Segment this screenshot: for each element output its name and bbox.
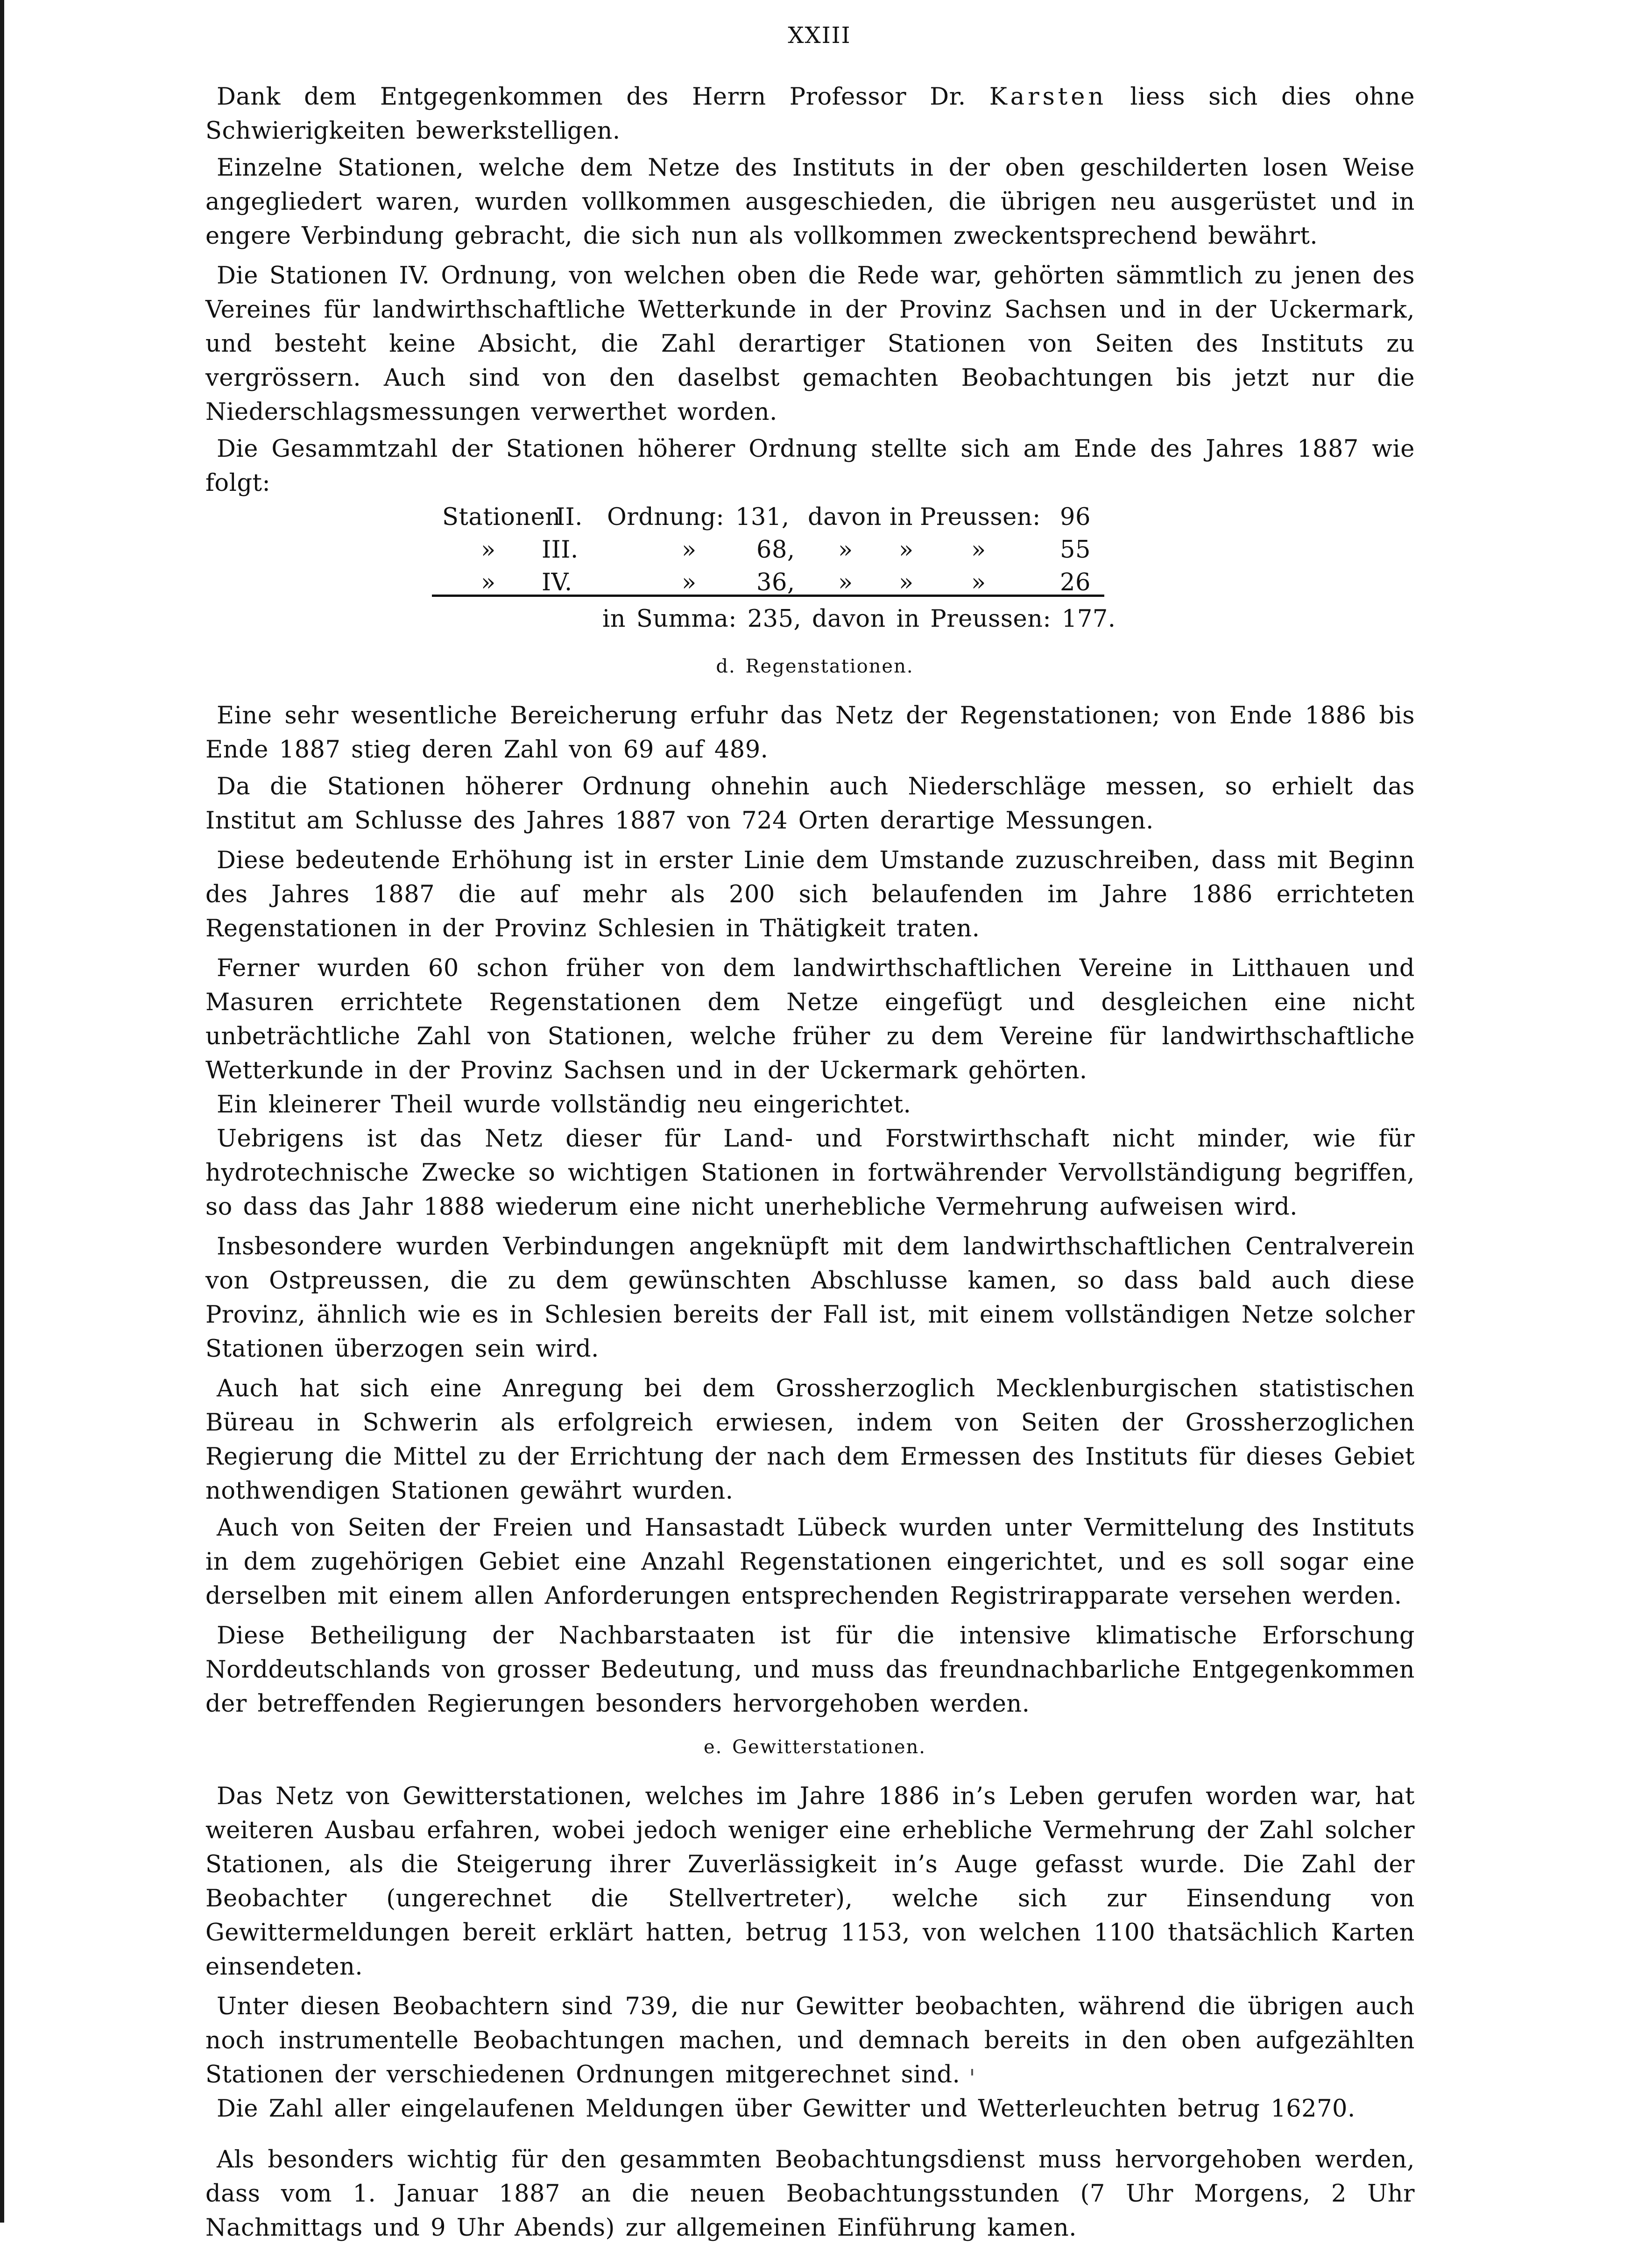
- page-number: XXIII: [788, 22, 851, 49]
- paragraph: Die Gesammtzahl der Stationen höherer Ordnung stellte sich am Ende des Jahres 1887 wie folgt:: [205, 435, 1415, 497]
- row-davon: »: [838, 536, 853, 564]
- paragraph: Diese bedeutende Erhöhung ist in erster Linie dem Umstande zuzuschreiben, dass mit Beginn des Jahres 1887 die auf mehr als 200 sich belaufenden im Jahre 1886 errichteten Regenstationen in der Provinz Schlesien in Thätigkeit traten.: [205, 847, 1415, 942]
- paragraph: [205, 80, 1415, 148]
- station-summary-table: [205, 500, 1415, 640]
- row-label: Stationen: [442, 503, 561, 531]
- row-order: III.: [542, 536, 579, 564]
- row-in: »: [899, 536, 914, 564]
- row-label: »: [481, 569, 496, 596]
- sum-rule: [432, 595, 1104, 597]
- row-davon: davon: [808, 503, 882, 531]
- section-e-body: [205, 1779, 1415, 2126]
- section-heading-e: e. Gewitterstationen.: [703, 1736, 926, 1758]
- row-count: 36,: [756, 569, 795, 596]
- section-heading-d: d. Regenstationen.: [716, 656, 914, 677]
- row-prussia-count: 26: [1060, 569, 1091, 596]
- row-in: in: [890, 503, 913, 531]
- row-region: »: [971, 536, 986, 564]
- row-prussia-count: 96: [1060, 503, 1091, 531]
- paragraph: Ferner wurden 60 schon früher von dem landwirthschaftlichen Vereine in Litthauen und Masuren errichtete Regenstationen dem Netze eingefügt und desgleichen eine nicht unbeträchtliche Zahl von Stationen, welche früher zu dem Vereine für landwirthschaftliche Wetterkunde in der Provinz Sachsen und in der Uckermark gehörten.: [205, 955, 1415, 1084]
- paragraph: Auch von Seiten der Freien und Hansastadt Lübeck wurden unter Vermittelung des Instituts in dem zugehörigen Gebiet eine Anzahl Regenstationen eingerichtet, und es soll sogar eine derselben mit einem allen Anforderungen entsprechenden Registrirapparate versehen werden.: [205, 1514, 1415, 1610]
- paragraph: Die Stationen IV. Ordnung, von welchen oben die Rede war, gehörten sämmtlich zu jenen des Vereines für landwirthschaftliche Wetterkunde in der Provinz Sachsen und in der Uckermark, und besteht keine Absicht, die Zahl derartiger Stationen von Seiten des Instituts zu vergrössern. Auch sind von den daselbst gemachten Beobachtungen bis jetzt nur die Niederschlagsmessungen verwerthet worden.: [205, 262, 1415, 426]
- row-count: 68,: [756, 536, 795, 564]
- paragraph: Uebrigens ist das Netz dieser für Land- und Forstwirthschaft nicht minder, wie für hydrotechnische Zwecke so wichtigen Stationen in fortwährender Vervollständigung begriffen, so dass das Jahr 1888 wiederum eine nicht unerhebliche Vermehrung aufweisen wird.: [205, 1125, 1415, 1221]
- paragraph: Unter diesen Beobachtern sind 739, die nur Gewitter beobachten, während die übrigen auch noch instrumentelle Beobachtungen machen, und demnach bereits in den oben aufgezählten Stationen der verschiedenen Ordnungen mitgerechnet sind.: [205, 1993, 1415, 2089]
- scan-edge-shadow: [0, 0, 4, 2223]
- paragraph: Einzelne Stationen, welche dem Netze des Instituts in der oben geschilderten losen Weise angegliedert waren, wurden vollkommen ausgeschieden, die übrigen neu ausgerüstet und in engere Verbindung gebracht, die sich nun als vollkommen zweckentsprechend bewährt.: [205, 154, 1415, 250]
- row-suffix: »: [682, 536, 697, 564]
- row-prussia-count: 55: [1060, 536, 1091, 564]
- row-order: II.: [556, 503, 583, 531]
- row-region: »: [971, 569, 986, 596]
- paragraph-text: Dank dem Entgegenkommen des Herrn Professor Dr.: [217, 83, 989, 111]
- row-davon: »: [838, 569, 853, 596]
- paragraph: Ein kleinerer Theil wurde vollständig neu eingerichtet.: [217, 1091, 911, 1119]
- paragraph: Diese Betheiligung der Nachbarstaaten ist für die intensive klimatische Erforschung Norddeutschlands von grosser Bedeutung, und muss das freundnachbarliche Entgegenkommen der betreffenden Regierungen besonders hervorgehoben werden.: [205, 1622, 1415, 1718]
- summary-total: in Summa: 235, davon in Preussen: 177.: [602, 605, 1116, 633]
- paragraph: Das Netz von Gewitterstationen, welches im Jahre 1886 in’s Leben gerufen worden war, hat weiteren Ausbau erfahren, wobei jedoch weniger eine erhebliche Vermehrung der Zahl solcher Stationen, als die Steigerung ihrer Zuverlässigkeit in’s Auge gefasst wurde. Die Zahl der Beobachter (ungerechnet die Stellvertreter), welche sich zur Einsendung von Gewittermeldungen bereit erklärt hatten, betrug 1153, von welchen 1100 thatsächlich Karten einsendeten.: [205, 1783, 1415, 1981]
- row-suffix: Ordnung:: [607, 503, 725, 531]
- row-label: »: [481, 536, 496, 564]
- spaced-name: Karsten: [989, 83, 1107, 111]
- row-region: Preussen:: [920, 503, 1041, 531]
- paragraph: Da die Stationen höherer Ordnung ohnehin auch Niederschläge messen, so erhielt das Institut am Schlusse des Jahres 1887 von 724 Orten derartige Messungen.: [205, 773, 1415, 835]
- closing-paragraph: Als besonders wichtig für den gesammten Beobachtungsdienst muss hervorgehoben werden, dass vom 1. Januar 1887 an die neuen Beobachtungsstunden (7 Uhr Morgens, 2 Uhr Nachmittags und 9 Uhr Abends) zur allgemeinen Einführung kamen.: [205, 2146, 1415, 2242]
- paragraph: Auch hat sich eine Anregung bei dem Grossherzoglich Mecklenburgischen statistischen Büreau in Schwerin als erfolgreich erwiesen, indem von Seiten der Grossherzoglichen Regierung die Mittel zu der Errichtung der nach dem Ermessen des Instituts für dieses Gebiet nothwendigen Stationen gewährt wurden.: [205, 1375, 1415, 1505]
- document-page: [205, 19, 1415, 2245]
- row-in: »: [899, 569, 914, 596]
- paragraph: Die Zahl aller eingelaufenen Meldungen über Gewitter und Wetterleuchten betrug 16270.: [217, 2095, 1355, 2123]
- intro-section: [205, 80, 1415, 500]
- section-d-body: [205, 699, 1415, 1721]
- paragraph-text: liess sich dies ohne Schwierigkeiten bewerkstelligen.: [205, 83, 1415, 145]
- row-count: 131,: [735, 503, 790, 531]
- paragraph: Insbesondere wurden Verbindungen angeknüpft mit dem landwirthschaftlichen Centralverein von Ostpreussen, die zu dem gewünschten Abschlusse kamen, so dass bald auch diese Provinz, ähnlich wie es in Schlesien bereits der Fall ist, mit einem vollständigen Netze solcher Stationen überzogen sein wird.: [205, 1233, 1415, 1363]
- paragraph: Eine sehr wesentliche Bereicherung erfuhr das Netz der Regenstationen; von Ende 1886 bis Ende 1887 stieg deren Zahl von 69 auf 489.: [205, 702, 1415, 764]
- row-suffix: »: [682, 569, 697, 596]
- row-order: IV.: [542, 569, 572, 596]
